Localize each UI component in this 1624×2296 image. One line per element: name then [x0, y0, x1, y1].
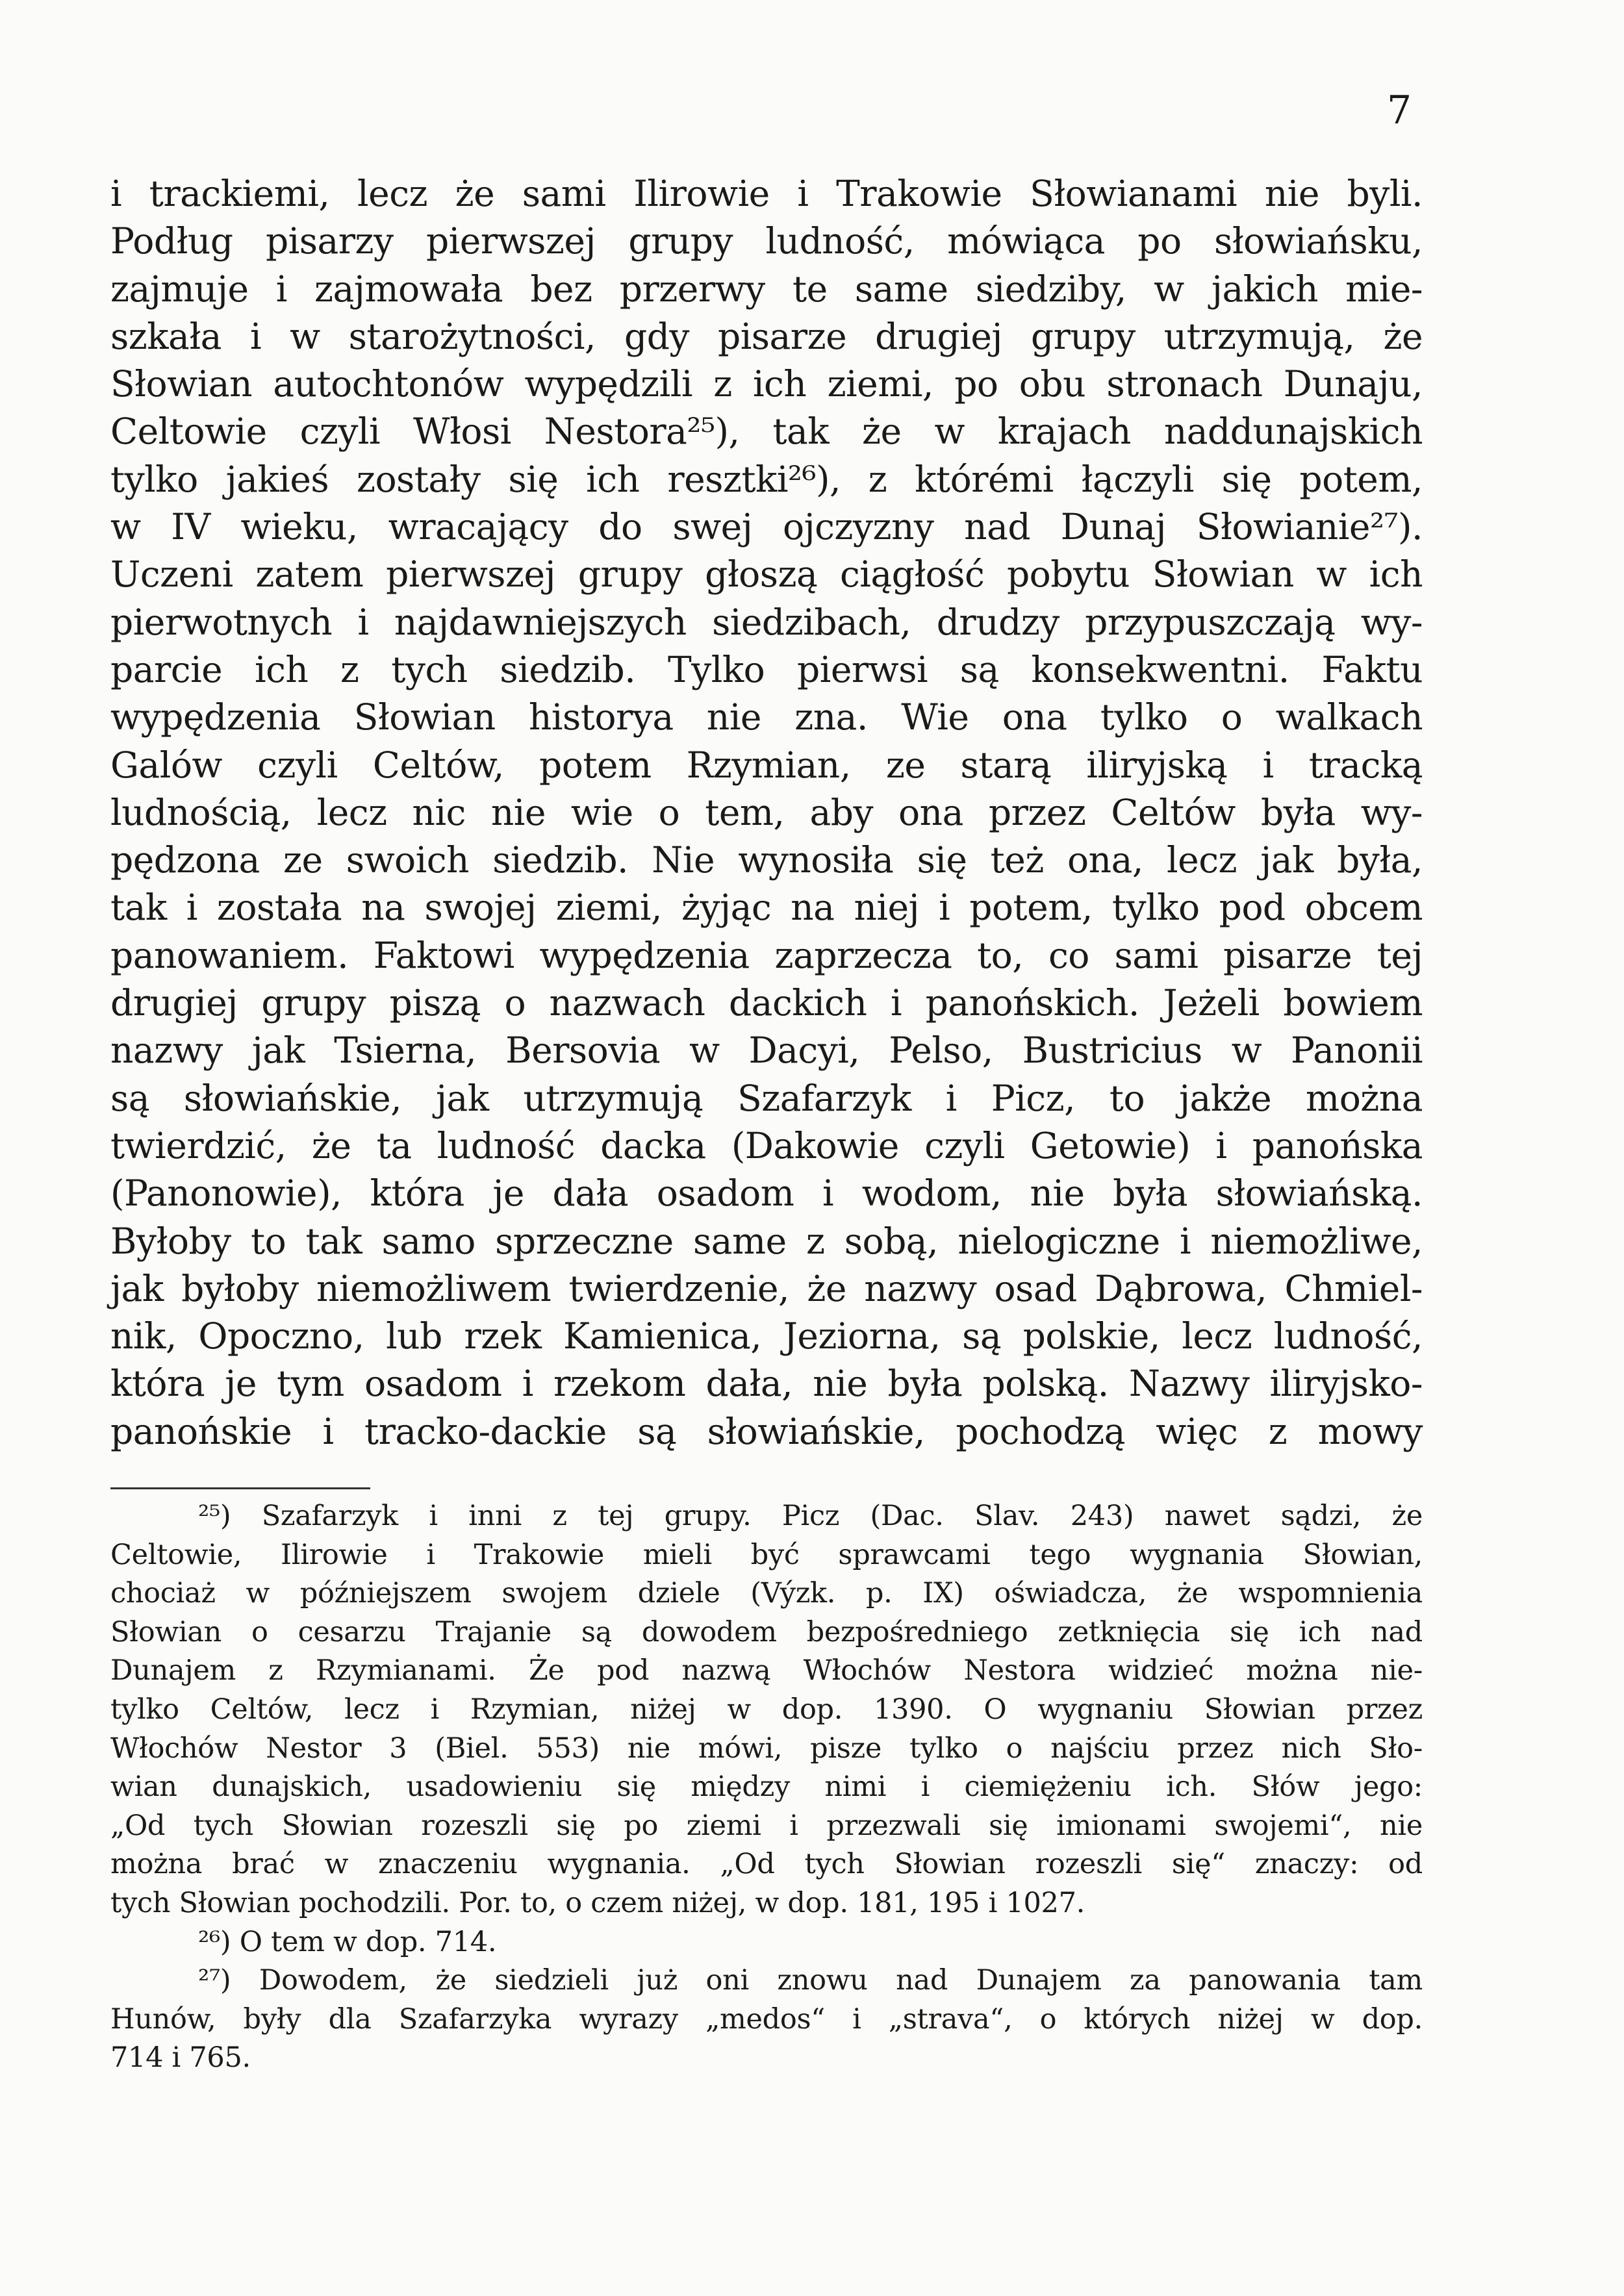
footnote-line: tylko Celtów, lecz i Rzymian, niżej w dop. 1390. O wygnaniu Słowian przez [110, 1693, 1423, 1726]
body-line: Uczeni zatem pierwszej grupy głoszą ciągłość pobytu Słowian w ich [110, 553, 1423, 596]
footnote-line: 714 i 765. [110, 2041, 251, 2075]
footnote-line: można brać w znaczeniu wygnania. „Od tych Słowian rozeszli się“ znaczy: od [110, 1848, 1423, 1881]
page-number: 7 [1387, 88, 1412, 133]
body-line: która je tym osadom i rzekom dała, nie była polską. Nazwy iliryjsko- [110, 1363, 1423, 1405]
footnote-line: tych Słowian pochodzili. Por. to, o czem niżej, w dop. 181, 195 i 1027. [110, 1886, 1085, 1919]
body-line: twierdzić, że ta ludność dacka (Dakowie czyli Getowie) i panońska [110, 1124, 1423, 1167]
footnote-line: wian dunajskich, usadowieniu się między nimi i ciemiężeniu ich. Słów jego: [110, 1771, 1423, 1804]
footnote-line: Słowian o cesarzu Trajanie są dowodem bezpośredniego zetknięcia się ich nad [110, 1615, 1423, 1648]
footnotes [110, 1497, 1423, 2078]
footnote-25: ²⁵) Szafarzyk i inni z tej grupy. Picz (Dac. Slav. 243) nawet sądzi, że [198, 1500, 1423, 1532]
footnote-line: „Od tych Słowian rozeszli się po ziemi i przezwali się imionami swojemi“, nie [110, 1809, 1423, 1842]
body-line: panowaniem. Faktowi wypędzenia zaprzecza to, co sami pisarze tej [110, 934, 1423, 976]
body-line: szkała i w starożytności, gdy pisarze drugiej grupy utrzymują, że [110, 315, 1423, 357]
body-line: zajmuje i zajmowała bez przerwy te same siedziby, w jakich mie- [110, 268, 1423, 310]
body-line: Słowian autochtonów wypędzili z ich ziemi, po obu stronach Dunaju, [110, 363, 1423, 405]
footnote-separator [110, 1487, 370, 1489]
body-line: są słowiańskie, jak utrzymują Szafarzyk i Picz, to jakże można [110, 1077, 1423, 1119]
body-line: Galów czyli Celtów, potem Rzymian, ze starą iliryjską i tracką [110, 744, 1423, 786]
footnote-line: Dunajem z Rzymianami. Że pod nazwą Włochów Nestora widzieć można nie- [110, 1654, 1423, 1687]
body-line: jak byłoby niemożliwem twierdzenie, że nazwy osad Dąbrowa, Chmiel- [110, 1267, 1423, 1309]
body-line: ludnością, lecz nic nie wie o tem, aby ona przez Celtów była wy- [110, 791, 1423, 833]
footnote-27: ²⁷) Dowodem, że siedzieli już oni znowu nad Dunajem za panowania tam [198, 1964, 1423, 1997]
body-line: wypędzenia Słowian historya nie zna. Wie ona tylko o walkach [110, 696, 1423, 738]
body-line: (Panonowie), która je dała osadom i wodom, nie była słowiańską. [110, 1172, 1423, 1215]
footnote-line: Włochów Nestor 3 (Biel. 553) nie mówi, pisze tylko o najściu przez nich Sło- [110, 1732, 1423, 1765]
body-line: Celtowie czyli Włosi Nestora²⁵), tak że w krajach naddunajskich [110, 410, 1423, 453]
body-line: tylko jakieś zostały się ich resztki²⁶), z którémi łączyli się potem, [110, 458, 1423, 500]
body-line: i trackiemi, lecz że sami Ilirowie i Trakowie Słowianami nie byli. [110, 173, 1423, 214]
body-line: nazwy jak Tsierna, Bersovia w Dacyi, Pelso, Bustricius w Panonii [110, 1029, 1423, 1072]
body-line: Podług pisarzy pierwszej grupy ludność, mówiąca po słowiańsku, [110, 220, 1423, 262]
body-line: Byłoby to tak samo sprzeczne same z sobą, nielogiczne i niemożliwe, [110, 1220, 1423, 1262]
footnote-26: ²⁶) O tem w dop. 714. [198, 1925, 497, 1958]
body-line: tak i została na swojej ziemi, żyjąc na niej i potem, tylko pod obcem [110, 887, 1423, 929]
body-line: panońskie i tracko-dackie są słowiańskie, pochodzą więc z mowy [110, 1410, 1423, 1452]
footnote-line: chociaż w późniejszem swojem dziele (Výzk. p. IX) oświadcza, że wspomnienia [110, 1577, 1423, 1610]
footnote-line: Hunów, były dla Szafarzyka wyrazy „medos“ i „strava“, o których niżej w dop. [110, 2002, 1423, 2036]
body-line: parcie ich z tych siedzib. Tylko pierwsi są konsekwentni. Faktu [110, 648, 1423, 690]
body-line: nik, Opoczno, lub rzek Kamienica, Jeziorna, są polskie, lecz ludność, [110, 1315, 1423, 1357]
footnote-line: Celtowie, Ilirowie i Trakowie mieli być sprawcami tego wygnania Słowian, [110, 1538, 1423, 1571]
body-line: drugiej grupy piszą o nazwach dackich i panońskich. Jeżeli bowiem [110, 982, 1423, 1024]
body-line: w IV wieku, wracający do swej ojczyzny nad Dunaj Słowianie²⁷). [110, 506, 1423, 548]
body-line: pierwotnych i najdawniejszych siedzibach, drudzy przypuszczają wy- [110, 601, 1423, 643]
body-line: pędzona ze swoich siedzib. Nie wynosiła się też ona, lecz jak była, [110, 839, 1423, 881]
body-text [110, 170, 1423, 1456]
